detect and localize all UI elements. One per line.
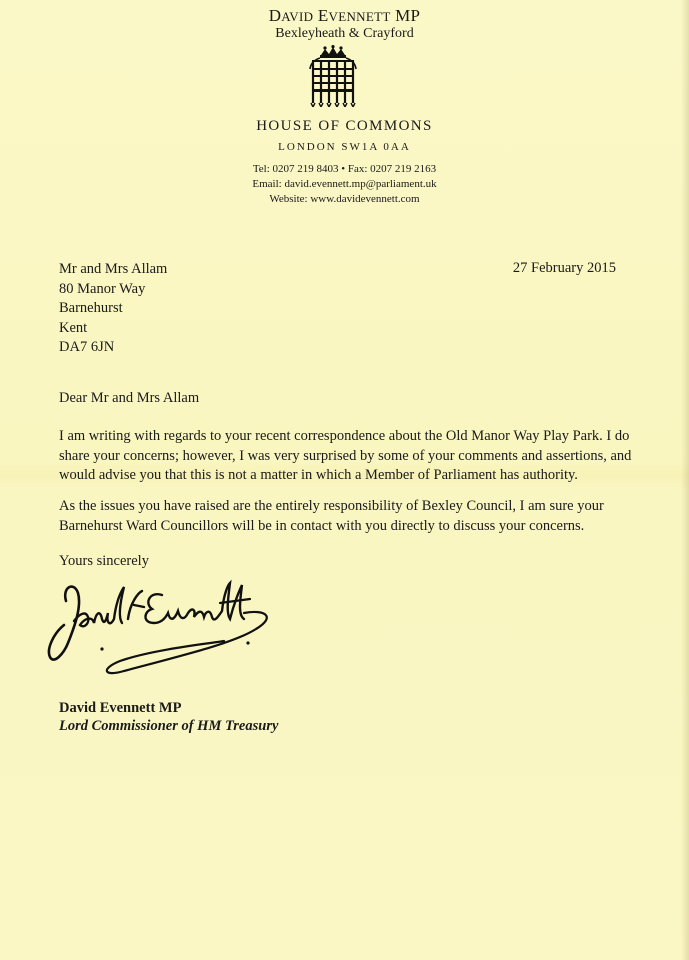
letter-date: 27 February 2015 [512, 260, 616, 276]
letterhead-mp-name: DAVID EVENNETT MP [268, 6, 421, 25]
body-paragraph-2 [59, 497, 639, 536]
paper-edge-shadow [681, 0, 689, 960]
recipient-line: Barnehurst [59, 300, 123, 316]
letterhead-tel-fax: Tel: 0207 219 8403 • Fax: 0207 219 2163 [252, 163, 437, 175]
closing: Yours sincerely [59, 553, 149, 569]
letterhead-constituency: Bexleyheath & Crayford [275, 26, 414, 41]
letterhead-address: LONDON SW1A 0AA [278, 141, 411, 153]
signature-image [44, 573, 274, 683]
letterhead-house: HOUSE OF COMMONS [256, 118, 433, 134]
letterhead-email: Email: david.evennett.mp@parliament.uk [252, 178, 437, 190]
paragraph-line: would advise you that this is not a matter in which a Member of Parliament has authority. [59, 467, 578, 483]
paragraph-line: I am writing with regards to your recent correspondence about the Old Manor Way Play Park. I do [59, 428, 630, 444]
letterhead-website: Website: www.davidevennett.com [269, 193, 420, 205]
recipient-line: DA7 6JN [59, 339, 115, 355]
recipient-address [59, 260, 167, 358]
paragraph-line: As the issues you have raised are the entirely responsibility of Bexley Council, I am sure your [59, 498, 604, 514]
recipient-line: Kent [59, 319, 88, 336]
signatory-title: Lord Commissioner of HM Treasury [59, 718, 279, 734]
portcullis-icon [307, 45, 359, 107]
recipient-line: 80 Manor Way [59, 280, 146, 297]
salutation: Dear Mr and Mrs Allam [59, 390, 200, 406]
signatory-name: David Evennett MP [59, 700, 182, 716]
paragraph-line: Barnehurst Ward Councillors will be in contact with you directly to discuss your concerns. [59, 517, 585, 534]
body-paragraph-1 [59, 427, 639, 486]
recipient-line: Mr and Mrs Allam [59, 261, 168, 277]
paragraph-line: share your concerns; however, I was very surprised by some of your comments and assertions, and [59, 447, 632, 464]
